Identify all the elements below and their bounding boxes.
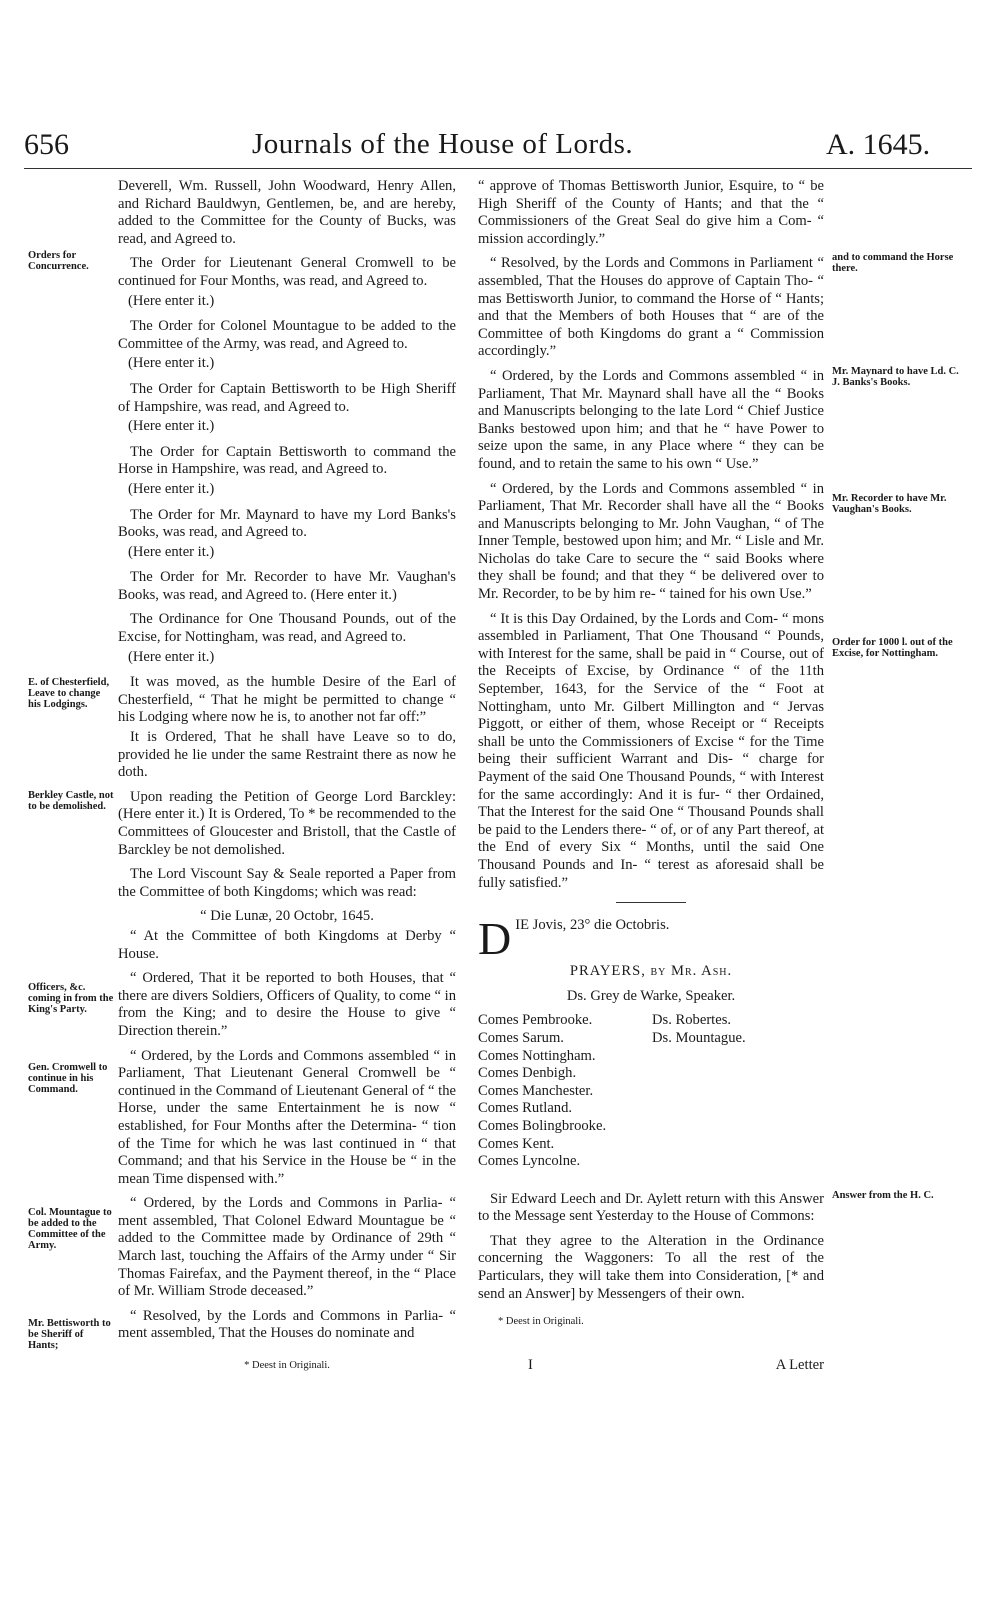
attendee: Ds. Robertes. xyxy=(652,1012,732,1029)
catchword: A Letter xyxy=(775,1356,824,1373)
left-column xyxy=(118,178,456,1375)
paragraph: “ Ordered, by the Lords and Commons assembled “ in Parliament, That Mr. Maynard shall have all the “ Books and Manuscripts belonging to the late Lord “ Chief Justice Banks bestowed upon him; and that he “ have Power to seize upon the same, in any Place where “ they can be found, and to retain the same to his own “ Use.” xyxy=(478,367,824,472)
attendee: Comes Sarum. xyxy=(478,1029,564,1046)
enter-note: (Here enter it.) xyxy=(128,543,215,560)
enter-note: (Here enter it.) xyxy=(128,480,215,497)
enter-note: (Here enter it.) xyxy=(128,292,215,309)
footnote: * Deest in Originali. xyxy=(244,1360,330,1372)
attendee: Comes Bolingbrooke. xyxy=(478,1117,607,1134)
paragraph: The Order for Mr. Maynard to have my Lord Banks's Books, was read, and Agreed to. xyxy=(118,506,456,541)
margin-note: and to command the Horse there. xyxy=(832,252,954,274)
paragraph: It was moved, as the humble Desire of the Earl of Chesterfield, “ That he might be permitted to change “ his Lodging where now he is, to another not far off:” xyxy=(118,674,456,726)
paragraph: It is Ordered, That he shall have Leave so to do, provided he lie under the same Restraint there as now he doth. xyxy=(118,729,456,781)
running-title: Journals of the House of Lords. xyxy=(252,128,634,160)
section-rule xyxy=(616,902,686,903)
paragraph: The Order for Mr. Recorder to have Mr. Vaughan's Books, was read, and Agreed to. (Here enter it.) xyxy=(118,569,456,603)
speaker-line: Ds. Grey de Warke, Speaker. xyxy=(566,987,736,1004)
paragraph: The Order for Captain Bettisworth to command the Horse in Hampshire, was read, and Agreed to. xyxy=(118,443,456,478)
margin-note: Mr. Bettisworth to be Sheriff of Hants; xyxy=(28,1318,111,1351)
right-column xyxy=(478,178,824,1374)
paragraph: “ approve of Thomas Bettisworth Junior, Esquire, to “ be High Sheriff of the County of Hants; and that the “ Commissioners of the Great Seal do give him a Com- “ mission accordingly.” xyxy=(478,178,824,247)
running-year: A. 1645. xyxy=(826,128,931,161)
attendee: Comes Pembrooke. xyxy=(478,1012,593,1029)
margin-note: Answer from the H. C. xyxy=(832,1190,934,1201)
margin-note: Order for 1000 l. out of the Excise, for Nottingham. xyxy=(832,637,953,659)
attendance-col-earls xyxy=(478,1012,652,1170)
header-rule xyxy=(24,168,972,169)
attendee: Comes Manchester. xyxy=(478,1082,594,1099)
signature-mark: I xyxy=(528,1356,533,1373)
attendance-col-barons xyxy=(652,1012,746,1170)
margin-note: Officers, &c. coming in from the King's Party. xyxy=(28,982,114,1015)
paragraph: The Lord Viscount Say & Seale reported a Paper from the Committee of both Kingdoms; which was read: xyxy=(118,866,456,900)
attendee: Comes Lyncolne. xyxy=(478,1153,581,1170)
enter-note: (Here enter it.) xyxy=(128,418,215,435)
paragraph: “ Ordered, That it be reported to both Houses, that “ there are divers Soldiers, Officers of Quality, to come “ in from the King; and to desire the House to give “ Direction therein.” xyxy=(118,970,456,1039)
paragraph: That they agree to the Alteration in the Ordinance concerning the Waggoners: To all the rest of the Particulars, they will take them into Consideration, [* and send an Answer] by Messengers of their own. xyxy=(478,1232,824,1302)
date-line: “ Die Lunæ, 20 Octobr, 1645. xyxy=(200,908,374,925)
margin-note: Gen. Cromwell to continue in his Command. xyxy=(28,1062,108,1095)
day-heading xyxy=(478,913,824,965)
margin-note: Berkley Castle, not to be demolished. xyxy=(28,790,114,812)
day-heading-text: IE Jovis, 23° die Octobris. xyxy=(515,917,670,934)
margin-note: Mr. Maynard to have Ld. C. J. Banks's Books. xyxy=(832,366,959,388)
paragraph: “ At the Committee of both Kingdoms at Derby “ House. xyxy=(118,927,456,962)
paragraph: The Ordinance for One Thousand Pounds, out of the Excise, for Nottingham, was read, and Agreed to. xyxy=(118,611,456,646)
attendee: Comes Kent. xyxy=(478,1135,555,1152)
paragraph: “ Resolved, by the Lords and Commons in Parliament “ assembled, That the Houses do approve of Captain Tho- “ mas Bettisworth Junior, to command the Horse of “ Hants; and that the Members of both Houses that “ are of the Committee of both Kingdoms do grant a “ Commission accordingly.” xyxy=(478,255,824,360)
enter-note: (Here enter it.) xyxy=(128,355,215,372)
margin-note: Orders for Concurrence. xyxy=(28,250,89,272)
paragraph: The Order for Lieutenant General Cromwell to be continued for Four Months, was read, and Agreed to. xyxy=(118,255,456,289)
page-number: 656 xyxy=(24,128,69,161)
paragraph: “ Resolved, by the Lords and Commons in Parlia- “ ment assembled, That the Houses do nominate and xyxy=(118,1307,456,1342)
attendance-roll xyxy=(478,1012,824,1170)
attendee: Ds. Mountague. xyxy=(652,1029,746,1046)
footnote: * Deest in Originali. xyxy=(498,1316,584,1328)
page-foot xyxy=(478,1357,824,1375)
paragraph: Sir Edward Leech and Dr. Aylett return with this Answer to the Message sent Yesterday to the House of Commons: xyxy=(478,1190,824,1225)
enter-note: (Here enter it.) xyxy=(128,648,215,665)
attendee: Comes Nottingham. xyxy=(478,1047,596,1064)
paragraph: Upon reading the Petition of George Lord Barckley: (Here enter it.) It is Ordered, To * be recommended to the Committees of Gloucester and Bristoll, that the Castle of Barckley be not demolished. xyxy=(118,788,456,858)
paragraph: “ Ordered, by the Lords and Commons assembled “ in Parliament, That Lieutenant General Cromwell be “ continued in the Command of Lieutenant General of “ the Horse, under the same Entertainment he is now “ established, for Four Months after the Determina- “ tion of the Time for which he was last continued in “ that Command; and that his Service in the House be “ in the mean Time dispensed with.” xyxy=(118,1047,456,1187)
paragraph: “ Ordered, by the Lords and Commons in Parlia- “ ment assembled, That Colonel Edward Mountague be “ added to the Committee made by Ordinance of 29th “ March last, touching the Affairs of the Army under “ Sir Thomas Fairefax, and the Payment thereof, in the “ Place of Mr. William Strode deceased.” xyxy=(118,1195,456,1300)
margin-note: Col. Mountague to be added to the Committee of the Army. xyxy=(28,1207,112,1251)
paragraph: The Order for Captain Bettisworth to be High Sheriff of Hampshire, was read, and Agreed to. xyxy=(118,380,456,415)
paragraph: “ Ordered, by the Lords and Commons assembled “ in Parliament, That Mr. Recorder shall have all the “ Books and Manuscripts belonging to Mr. John Vaughan, “ of The Inner Temple, bestowed upon him; and Mr. “ Lisle and Mr. Nicholas do take Care to secure the “ said Books where they shall be found; and that they “ be delivered over to Mr. Recorder, to be by him re- “ tained for his own Use.” xyxy=(478,480,824,603)
attendee: Comes Rutland. xyxy=(478,1100,573,1117)
paragraph: Deverell, Wm. Russell, John Woodward, Henry Allen, and Richard Bauldwyn, Gentlemen, be, and are hereby, added to the Committee for the County of Bucks, was read, and Agreed to. xyxy=(118,178,456,247)
drop-cap: D xyxy=(478,913,512,965)
margin-note: Mr. Recorder to have Mr. Vaughan's Books. xyxy=(832,493,947,515)
prayers-line: PRAYERS, by Mr. Ash. xyxy=(569,963,733,980)
paragraph: “ It is this Day Ordained, by the Lords and Com- “ mons assembled in Parliament, That One Thousand “ Pounds, with Interest for the same, shall be paid in “ Course, out of the Receipts of Excise, by Ordinance “ of the 11th September, 1643, for the Service of the “ Foot at Nottingham, unto Mr. Gilbert Millington and “ Jervas Piggott, or either of them, whose Receipt or “ Receipts shall be unto the Commissioners of Excise “ for the Time being their sufficient Warrant and Dis- “ charge for Payment of the said One Thousand Pounds, “ with Interest for the same accordingly: And it is fur- “ ther Ordained, That the Interest for the said One “ Thousand Pounds shall be paid to the Lenders there- “ of, or of any Part thereof, at the End of every Six “ Months, until the said One Thousand Pounds and In- “ terest as aforesaid shall be fully satisfied.” xyxy=(478,610,824,891)
attendee: Comes Denbigh. xyxy=(478,1065,577,1082)
margin-note: E. of Chesterfield, Leave to change his Lodgings. xyxy=(28,677,110,710)
paragraph: The Order for Colonel Mountague to be added to the Committee of the Army, was read, and Agreed to. xyxy=(118,318,456,352)
